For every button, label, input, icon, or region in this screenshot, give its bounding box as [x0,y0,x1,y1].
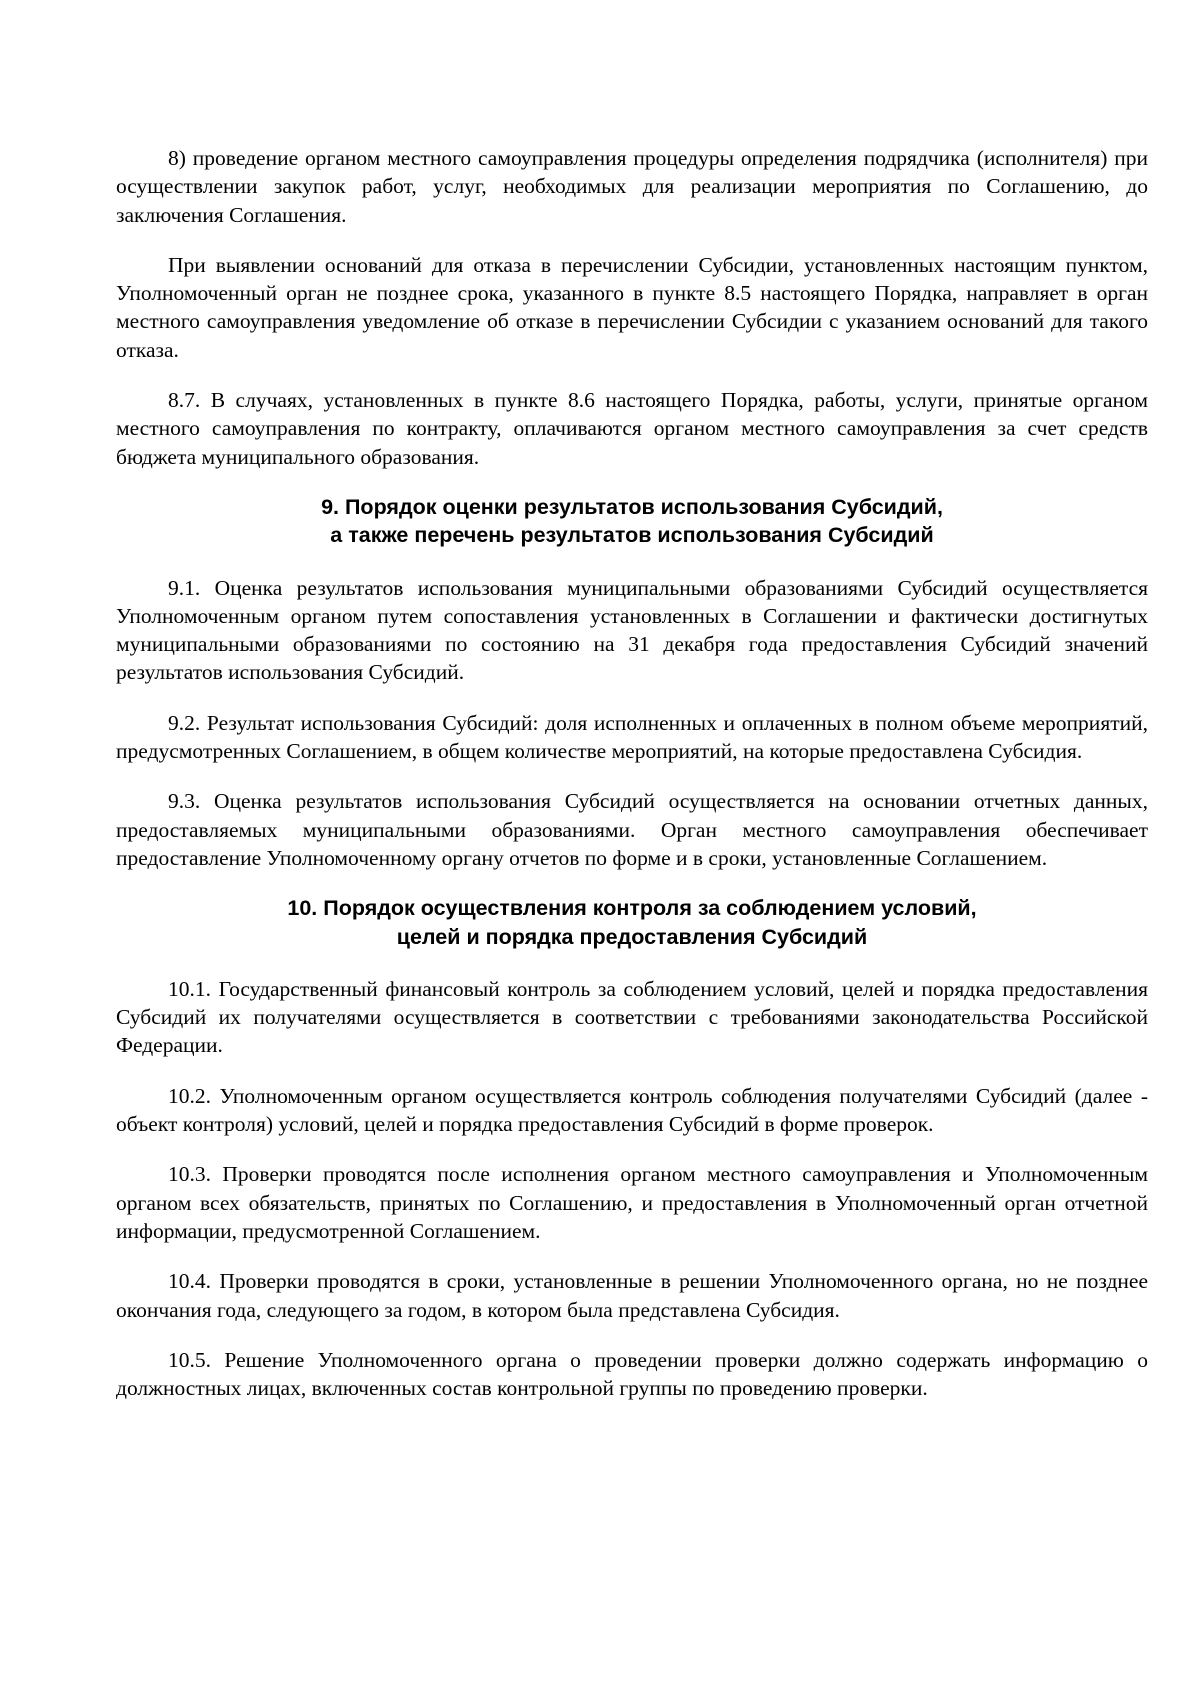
paragraph-8-8: 8) проведение органом местного самоуправления процедуры определения подрядчика (исполнителя) при осуществлении закупок работ, услуг, необходимых для реализации мероприятия по Соглашению, до заключения Соглашения. [116,146,1148,227]
paragraph-10-5: 10.5. Решение Уполномоченного органа о проведении проверки должно содержать информацию о должностных лицах, включенных состав контрольной группы по проведению проверки. [116,1347,1148,1401]
paragraph-10-1: 10.1. Государственный финансовый контроль за соблюдением условий, целей и порядка предоставления Субсидий их получателями осуществляется в соответствии с требованиями законодательства Российской Федерации. [116,976,1148,1058]
paragraph-10-4: 10.4. Проверки проводятся в сроки, установленные в решении Уполномоченного органа, но не позднее окончания года, следующего за годом, в котором была представлена Субсидия. [116,1269,1148,1322]
paragraph-10-2: 10.2. Уполномоченным органом осуществляется контроль соблюдения получателями Субсидий (далее - объект контроля) условий, целей и порядка предоставления Субсидий в форме проверок. [116,1083,1148,1137]
section-9-heading-line-2: а также перечень результатов использования Субсидий [330,523,934,548]
paragraph-9-2: 9.2. Результат использования Субсидий: доля исполненных и оплаченных в полном объеме мероприятий, предусмотренных Соглашением, в общем количестве мероприятий, на которые предоставлена Субсидия. [116,710,1148,764]
paragraph-9-1: 9.1. Оценка результатов использования муниципальными образованиями Субсидий осуществляется Уполномоченным органом путем сопоставления установленных в Соглашении и фактически достигнутых муниципальными образованиями по состоянию на 31 декабря года предоставления Субсидий значений результатов использования Субсидий. [116,575,1148,685]
section-10-heading [116,894,1148,951]
section-9-heading-line-1: 9. Порядок оценки результатов использования Субсидий, [321,494,943,519]
paragraph-9-3: 9.3. Оценка результатов использования Субсидий осуществляется на основании отчетных данных, предоставляемых муниципальными образованиями. Орган местного самоуправления обеспечивает предоставление Уполномоченному органу отчетов по форме и в сроки, установленные Соглашением. [116,789,1148,870]
paragraph-10-3: 10.3. Проверки проводятся после исполнения органом местного самоуправления и Уполномоченным органом всех обязательств, принятых по Соглашению, и предоставления в Уполномоченный орган отчетной информации, предусмотренной Соглашением. [116,1162,1148,1243]
paragraph-refusal-notice: При выявлении оснований для отказа в перечислении Субсидии, установленных настоящим пунктом, Уполномоченный орган не позднее срока, указанного в пункте 8.5 настоящего Порядка, направляет в орган местного самоуправления уведомление об отказе в перечислении Субсидии с указанием оснований для такого отказа. [116,252,1148,362]
section-10-heading-line-2: целей и порядка предоставления Субсидий [396,924,868,949]
paragraph-8-7: 8.7. В случаях, установленных в пункте 8.6 настоящего Порядка, работы, услуги, принятые органом местного самоуправления по контракту, оплачиваются органом местного самоуправления за счет средств бюджета муниципального образования. [116,388,1148,469]
section-9-heading [116,493,1148,550]
section-10-heading-line-1: 10. Порядок осуществления контроля за соблюдением условий, [287,896,977,921]
